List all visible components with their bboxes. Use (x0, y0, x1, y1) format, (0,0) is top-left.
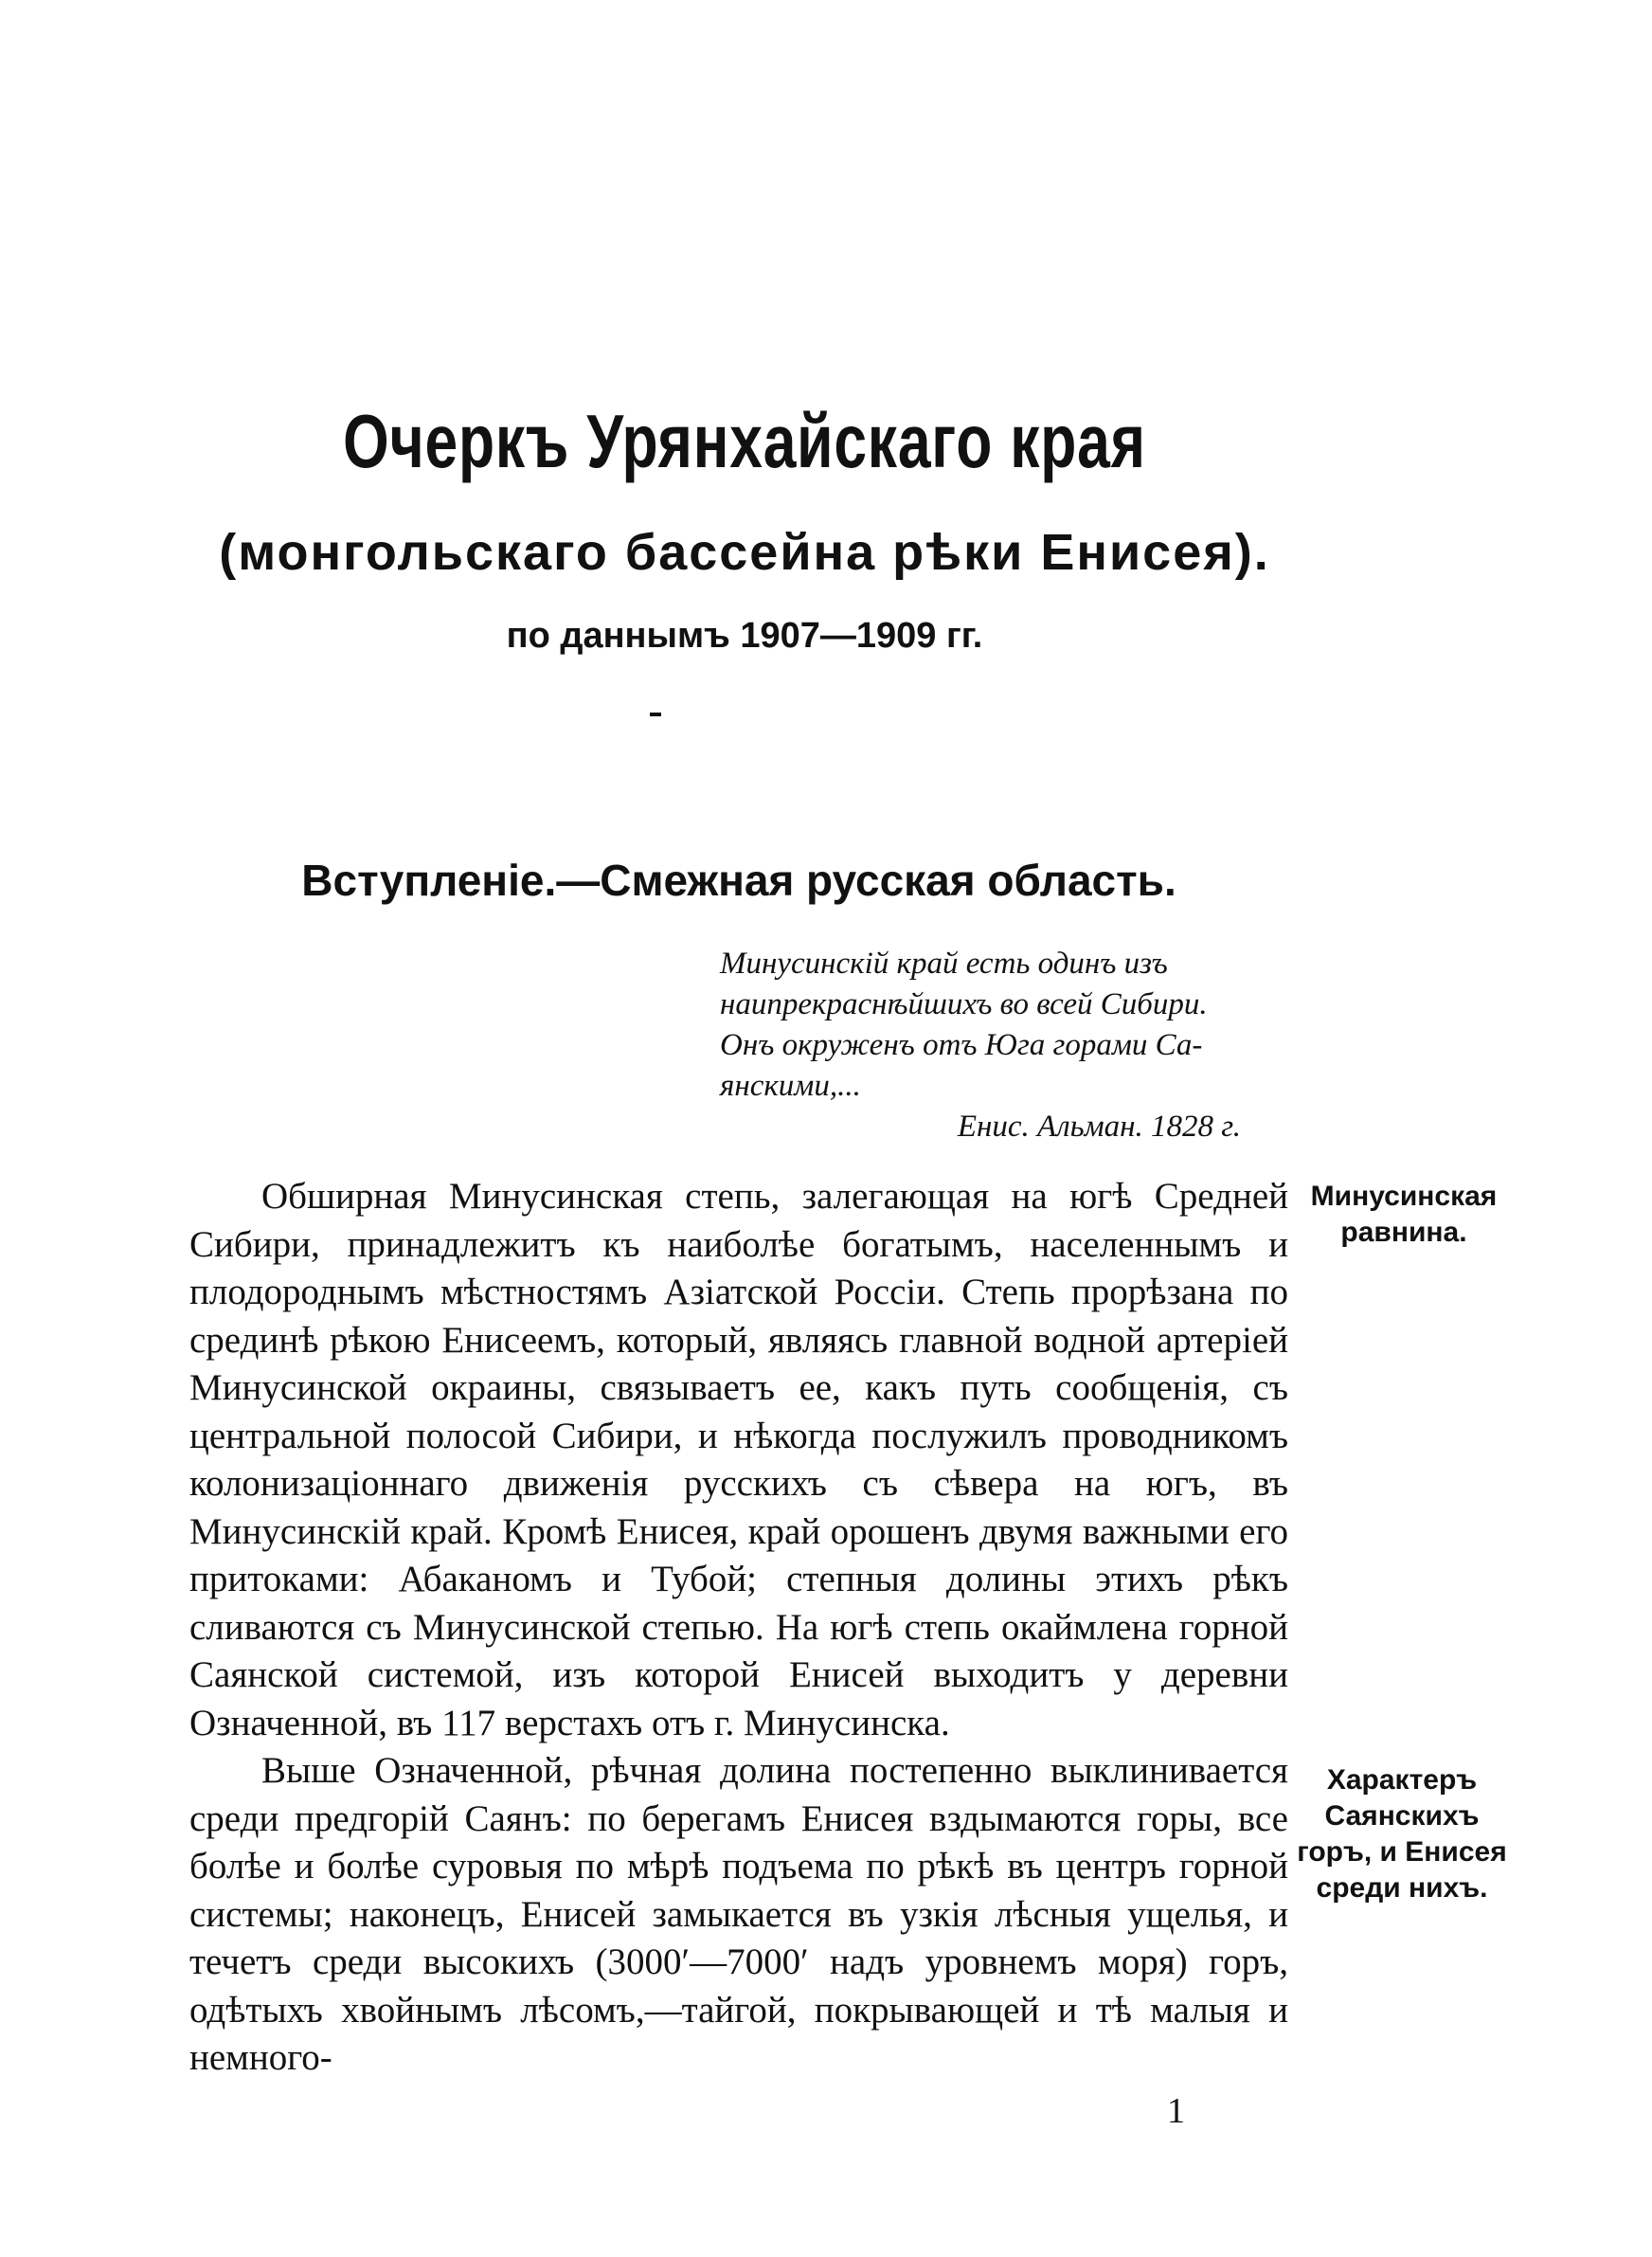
epigraph-line: янскими,... (720, 1069, 861, 1103)
page-number: 1 (1167, 2091, 1185, 2131)
paragraph: Выше Означенной, рѣчная долина постепенно выклинивается среди предгорій Саянъ: по берегамъ Енисея вздымаются горы, все болѣе и болѣе суровыя по мѣрѣ подъема по рѣкѣ въ центръ горной системы; наконецъ, Енисей замыкается въ узкія лѣсныя ущелья, и течетъ среди высокихъ (3000′—7000′ надъ уровнемъ моря) горъ, одѣтыхъ хвойнымъ лѣсомъ,—тайгой, покрывающей и тѣ малыя и немного- (189, 1750, 1288, 2078)
section-heading: Вступленіе.—Смежная русская область. (301, 856, 1176, 905)
epigraph (720, 944, 1288, 1147)
epigraph-line: наипрекраснѣйшихъ во всей Сибири. (720, 987, 1208, 1021)
margin-note-minusinsk-plain: Минусинская равнина. (1310, 1181, 1498, 1248)
margin-note-sayan-mountains: Характеръ Саянскихъ горъ, и Енисея среди нихъ. (1297, 1764, 1507, 1904)
epigraph-line: Онъ окруженъ отъ Юга горами Са- (720, 1028, 1203, 1062)
dash-ornament (650, 713, 661, 716)
body-text (189, 1173, 1288, 2083)
page-subtitle: (монгольскаго бассейна рѣки Енисея). (219, 524, 1270, 581)
epigraph-line: Минусинскій край есть одинъ изъ (720, 947, 1168, 981)
page-title: Очеркъ Урянхайскаго края (343, 399, 1146, 483)
paragraph: Обширная Минусинская степь, залегающая на югѣ Средней Сибири, принадлежитъ къ наиболѣе богатымъ, населеннымъ и плодороднымъ мѣстностямъ Азіатской Россіи. Степь прорѣзана по срединѣ рѣкою Енисеемъ, который, являясь главной водной артеріей Минусинской окраины, связываетъ ее, какъ путь сообщенія, съ центральной полосой Сибири, и нѣкогда послужилъ проводникомъ колонизаціоннаго движенія русскихъ съ сѣвера на югъ, въ Минусинскій край. Кромѣ Енисея, край орошенъ двумя важными его притоками: Абаканомъ и Тубой; степныя долины этихъ рѣкъ сливаются съ Минусинской степью. На югѣ степь окаймлена горной Саянской системой, изъ которой Енисей выходитъ у деревни Означенной, въ 117 верстахъ отъ г. Минусинска. (189, 1176, 1288, 1743)
date-range-line: по даннымъ 1907—1909 гг. (506, 616, 983, 656)
epigraph-source: Енис. Альман. 1828 г. (957, 1110, 1241, 1144)
